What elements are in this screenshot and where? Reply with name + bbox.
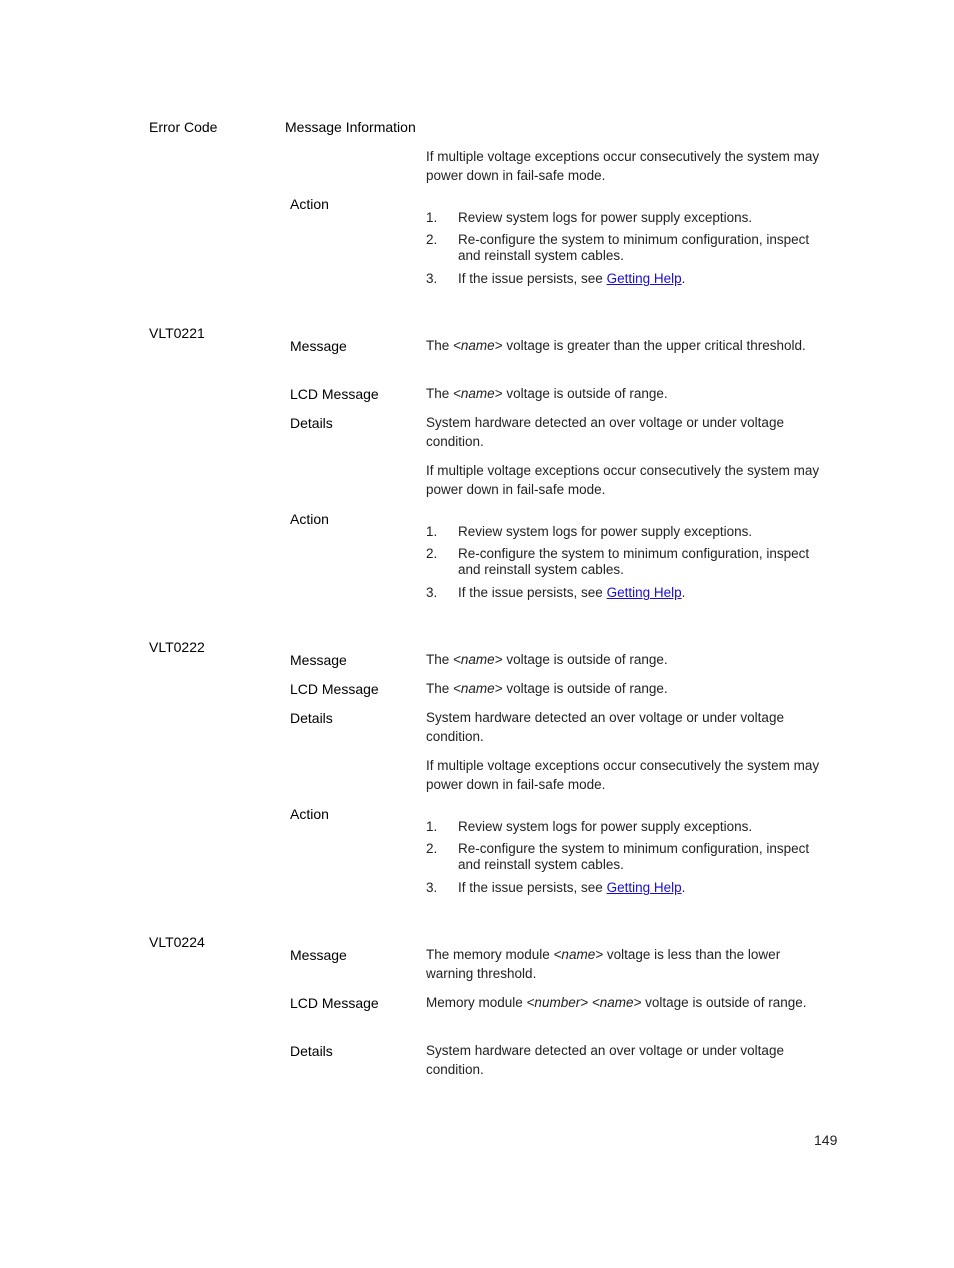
- step-text: Review system logs for power supply exceptions.: [458, 819, 753, 834]
- step-number: 1.: [426, 819, 438, 834]
- step-text: Re-configure the system to minimum configuration, inspect and reinstall system cables.: [458, 232, 810, 263]
- details-text: System hardware detected an over voltage or under voltage condition.: [426, 415, 784, 449]
- error-code-vlt0222: VLT0222: [149, 639, 205, 655]
- message-label: Message: [290, 338, 347, 354]
- step-number: 2.: [426, 841, 438, 856]
- action-label: Action: [290, 806, 329, 822]
- details-label: Details: [290, 1043, 333, 1059]
- details-continuation: If multiple voltage exceptions occur consecutively the system may power down in fail-safe mode.: [426, 758, 820, 792]
- details-label: Details: [290, 710, 333, 726]
- details-label: Details: [290, 415, 333, 431]
- column-header-error-code: Error Code: [149, 119, 218, 135]
- action-label: Action: [290, 511, 329, 527]
- message-text: The <name> voltage is greater than the upper critical threshold.: [426, 338, 806, 353]
- step-text: Review system logs for power supply exceptions.: [458, 210, 753, 225]
- step-text: Review system logs for power supply exceptions.: [458, 524, 753, 539]
- lcd-message-text: Memory module <number> <name> voltage is outside of range.: [426, 995, 807, 1010]
- step-number: 1.: [426, 210, 438, 225]
- message-label: Message: [290, 652, 347, 668]
- getting-help-link[interactable]: Getting Help: [606, 585, 682, 600]
- step-text: If the issue persists, see Getting Help.: [458, 271, 686, 286]
- message-text: The memory module <name> voltage is less than the lower warning threshold.: [426, 947, 781, 981]
- error-code-vlt0224: VLT0224: [149, 934, 205, 950]
- step-number: 2.: [426, 546, 438, 561]
- getting-help-link[interactable]: Getting Help: [606, 880, 682, 895]
- column-header-message-information: Message Information: [285, 119, 416, 135]
- lcd-message-label: LCD Message: [290, 681, 379, 697]
- lcd-message-text: The <name> voltage is outside of range.: [426, 681, 668, 696]
- getting-help-link[interactable]: Getting Help: [606, 271, 682, 286]
- step-text: Re-configure the system to minimum configuration, inspect and reinstall system cables.: [458, 546, 810, 577]
- intro-details-continuation: If multiple voltage exceptions occur consecutively the system may power down in fail-safe mode.: [426, 149, 820, 183]
- step-number: 2.: [426, 232, 438, 247]
- message-text: The <name> voltage is outside of range.: [426, 652, 668, 667]
- message-label: Message: [290, 947, 347, 963]
- details-text: System hardware detected an over voltage or under voltage condition.: [426, 1043, 784, 1077]
- intro-action-label: Action: [290, 196, 329, 212]
- step-text: Re-configure the system to minimum configuration, inspect and reinstall system cables.: [458, 841, 810, 872]
- lcd-message-text: The <name> voltage is outside of range.: [426, 386, 668, 401]
- error-code-vlt0221: VLT0221: [149, 325, 205, 341]
- lcd-message-label: LCD Message: [290, 995, 379, 1011]
- step-number: 3.: [426, 271, 438, 286]
- step-number: 1.: [426, 524, 438, 539]
- page-number: 149: [814, 1132, 838, 1148]
- step-text: If the issue persists, see Getting Help.: [458, 880, 686, 895]
- step-number: 3.: [426, 880, 438, 895]
- step-text: If the issue persists, see Getting Help.: [458, 585, 686, 600]
- details-continuation: If multiple voltage exceptions occur consecutively the system may power down in fail-safe mode.: [426, 463, 820, 497]
- step-number: 3.: [426, 585, 438, 600]
- details-text: System hardware detected an over voltage or under voltage condition.: [426, 710, 784, 744]
- lcd-message-label: LCD Message: [290, 386, 379, 402]
